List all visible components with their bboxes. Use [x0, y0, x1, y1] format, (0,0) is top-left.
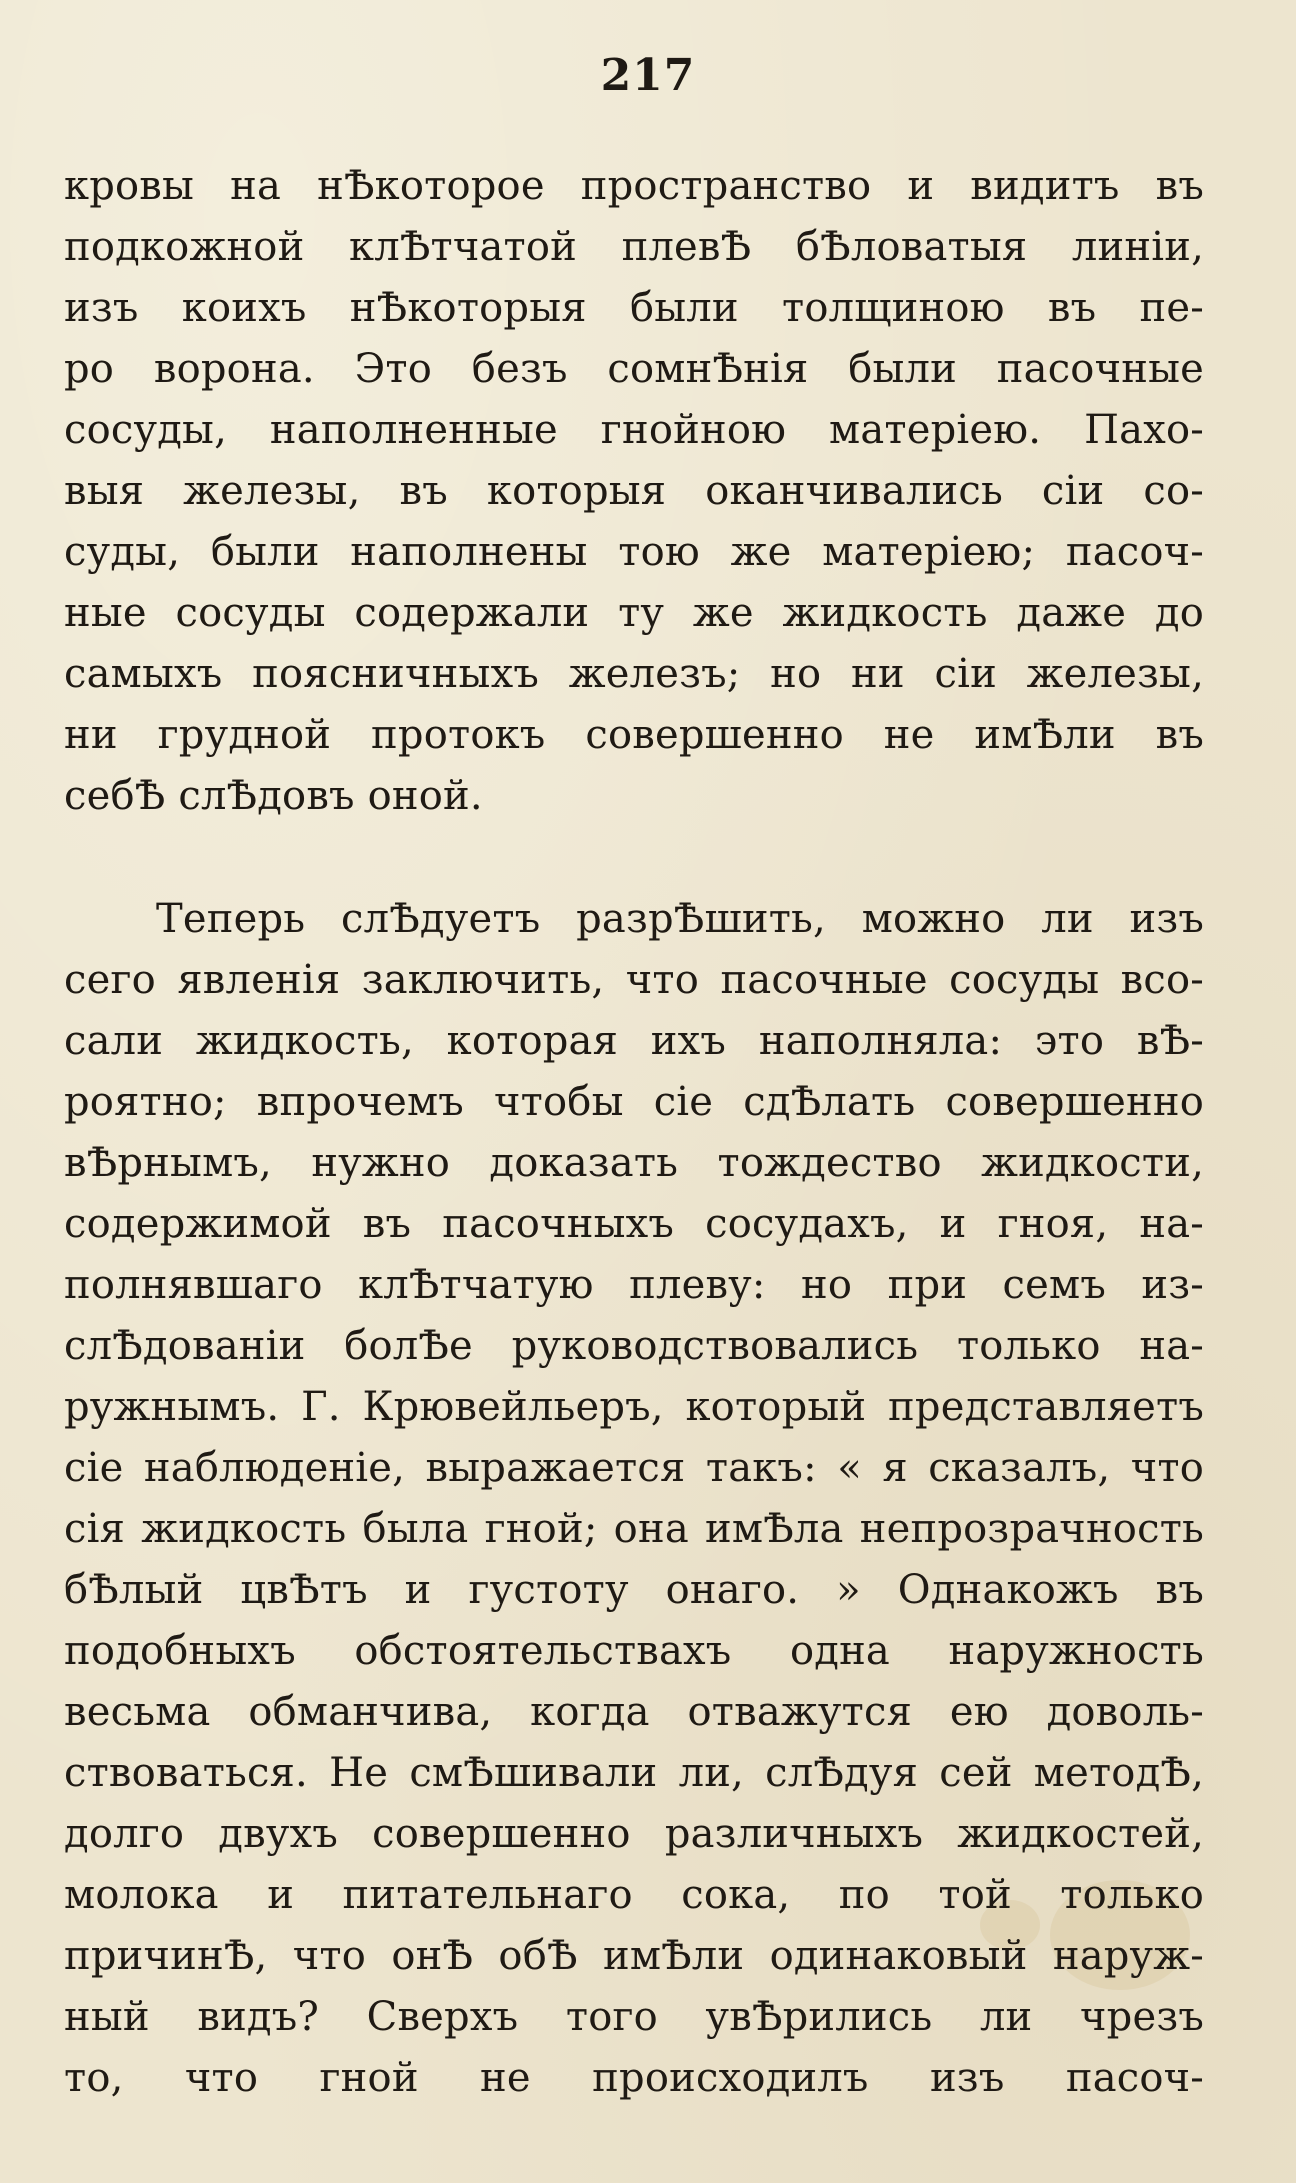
- text-line: выя железы, въ которыя оканчивались сіи со-: [64, 468, 1204, 514]
- text-line: Теперь слѢдуетъ разрѢшить, можно ли изъ: [156, 896, 1204, 942]
- text-line: бѢлый цвѢтъ и густоту онаго. » Однакожъ въ: [64, 1567, 1204, 1613]
- text-line: слѢдованіи болѢе руководствовались только на-: [64, 1323, 1204, 1369]
- body-text: [64, 156, 1204, 2109]
- text-line: суды, были наполнены тою же матеріею; пасоч-: [64, 529, 1204, 575]
- text-line: себѢ слѢдовъ оной.: [64, 773, 483, 819]
- text-line: сіе наблюденіе, выражается такъ: « я сказалъ, что: [64, 1445, 1204, 1491]
- text-line: ружнымъ. Г. Крювейльеръ, который представляетъ: [64, 1384, 1204, 1430]
- text-line: ствоваться. Не смѢшивали ли, слѢдуя сей методѢ,: [64, 1750, 1204, 1796]
- paragraph-gap: [64, 827, 1204, 889]
- text-line: ни грудной протокъ совершенно не имѢли въ: [64, 712, 1204, 758]
- paragraph: [64, 156, 1204, 827]
- text-line: то, что гной не происходилъ изъ пасоч-: [64, 2055, 1204, 2101]
- text-line: самыхъ поясничныхъ железъ; но ни сіи железы,: [64, 651, 1204, 697]
- text-line: кровы на нѢкоторое пространство и видитъ въ: [64, 163, 1204, 209]
- text-line: содержимой въ пасочныхъ сосудахъ, и гноя, на-: [64, 1201, 1204, 1247]
- text-line: ный видъ? Сверхъ того увѢрились ли чрезъ: [64, 1994, 1204, 2040]
- text-line: подобныхъ обстоятельствахъ одна наружность: [64, 1628, 1204, 1674]
- text-line: сосуды, наполненные гнойною матеріею. Пахо-: [64, 407, 1204, 453]
- page-number: 217: [600, 50, 696, 101]
- text-line: молока и питательнаго сока, по той только: [64, 1872, 1204, 1918]
- text-line: весьма обманчива, когда отважутся ею доволь-: [64, 1689, 1204, 1735]
- text-line: долго двухъ совершенно различныхъ жидкостей,: [64, 1811, 1204, 1857]
- text-line: подкожной клѢтчатой плевѢ бѢловатыя линіи,: [64, 224, 1204, 270]
- text-line: сали жидкость, которая ихъ наполняла: это вѢ-: [64, 1018, 1204, 1064]
- text-line: сего явленія заключить, что пасочные сосуды всо-: [64, 957, 1204, 1003]
- text-line: полнявшаго клѢтчатую плеву: но при семъ из-: [64, 1262, 1204, 1308]
- text-line: вѢрнымъ, нужно доказать тождество жидкости,: [64, 1140, 1204, 1186]
- text-line: сія жидкость была гной; она имѢла непрозрачность: [64, 1506, 1204, 1552]
- text-line: ро ворона. Это безъ сомнѢнія были пасочные: [64, 346, 1204, 392]
- text-line: ные сосуды содержали ту же жидкость даже до: [64, 590, 1204, 636]
- text-line: изъ коихъ нѢкоторыя были толщиною въ пе-: [64, 285, 1204, 331]
- text-line: роятно; впрочемъ чтобы сіе сдѢлать совершенно: [64, 1079, 1204, 1125]
- text-line: причинѢ, что онѢ обѢ имѢли одинаковый наруж-: [64, 1933, 1204, 1979]
- paragraph: [64, 889, 1204, 2109]
